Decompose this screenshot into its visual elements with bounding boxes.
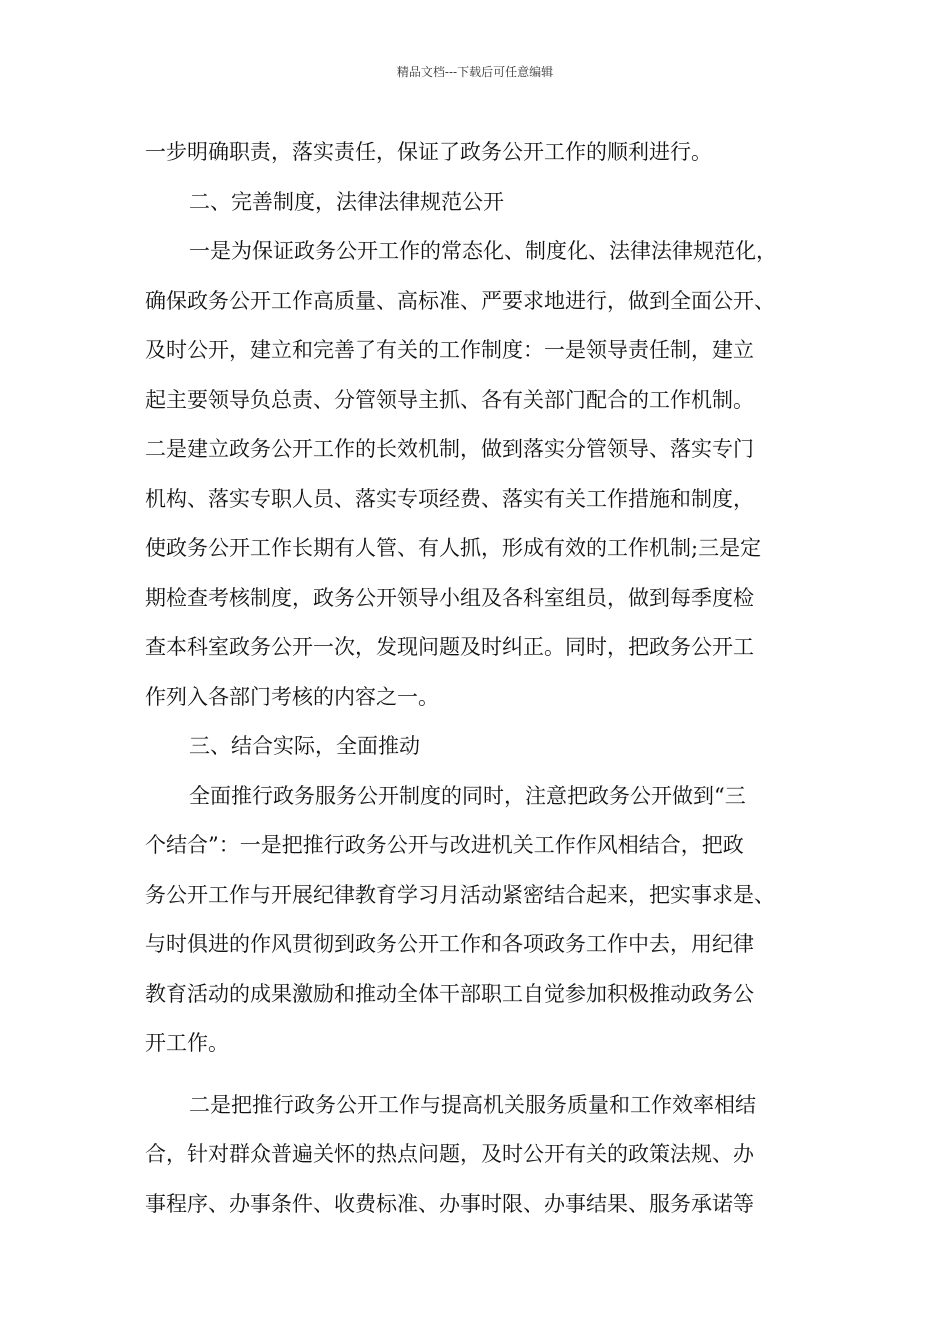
text-line: 起主要领导负总责、分管领导主抓、各有关部门配合的工作机制。 [145,387,754,412]
text-line: 作列入各部门考核的内容之一。 [145,684,439,709]
text-line: 教育活动的成果激励和推动全体干部职工自觉参加积极推动政务公 [145,981,754,1006]
page-header: 精品文档---下载后可任意编辑 [396,65,554,79]
text-line: 务公开工作与开展纪律教育学习月活动紧密结合起来，把实事求是、 [145,882,775,907]
text-line: 开工作。 [145,1031,229,1055]
text-line: 机构、落实专职人员、落实专项经费、落实有关工作措施和制度， [145,486,754,511]
text-line: 合，针对群众普遍关怀的热点问题，及时公开有关的政策法规、办 [145,1142,754,1166]
section-heading: 三、结合实际，全面推动 [189,734,420,758]
text-line: 二是建立政务公开工作的长效机制，做到落实分管领导、落实专门 [145,437,754,461]
text-line: 查本科室政务公开一次，发现问题及时纠正。同时，把政务公开工 [145,635,754,659]
text-line: 个结合”：一是把推行政务公开与改进机关工作作风相结合，把政 [145,833,744,857]
text-line: 一步明确职责，落实责任，保证了政务公开工作的顺利进行。 [145,140,712,164]
text-line: 事程序、办事条件、收费标准、办事时限、办事结果、服务承诺等 [145,1191,754,1216]
text-line: 确保政务公开工作高质量、高标准、严要求地进行，做到全面公开、 [145,288,775,313]
text-line: 与时俱进的作风贯彻到政务公开工作和各项政务工作中去，用纪律 [145,932,754,956]
text-line: 使政务公开工作长期有人管、有人抓，形成有效的工作机制;三是定 [145,536,762,560]
text-line: 一是为保证政务公开工作的常态化、制度化、法律法律规范化， [189,239,777,263]
text-line: 期检查考核制度，政务公开领导小组及各科室组员，做到每季度检 [145,585,754,610]
paragraph-gap [145,1069,825,1081]
text-line: 全面推行政务服务公开制度的同时，注意把政务公开做到“三 [189,783,746,808]
text-line: 二是把推行政务公开工作与提高机关服务质量和工作效率相结 [189,1092,756,1117]
text-line: 及时公开，建立和完善了有关的工作制度：一是领导责任制，建立 [145,338,754,362]
document-body [145,128,825,1229]
section-heading: 二、完善制度，法律法律规范公开 [189,189,504,214]
